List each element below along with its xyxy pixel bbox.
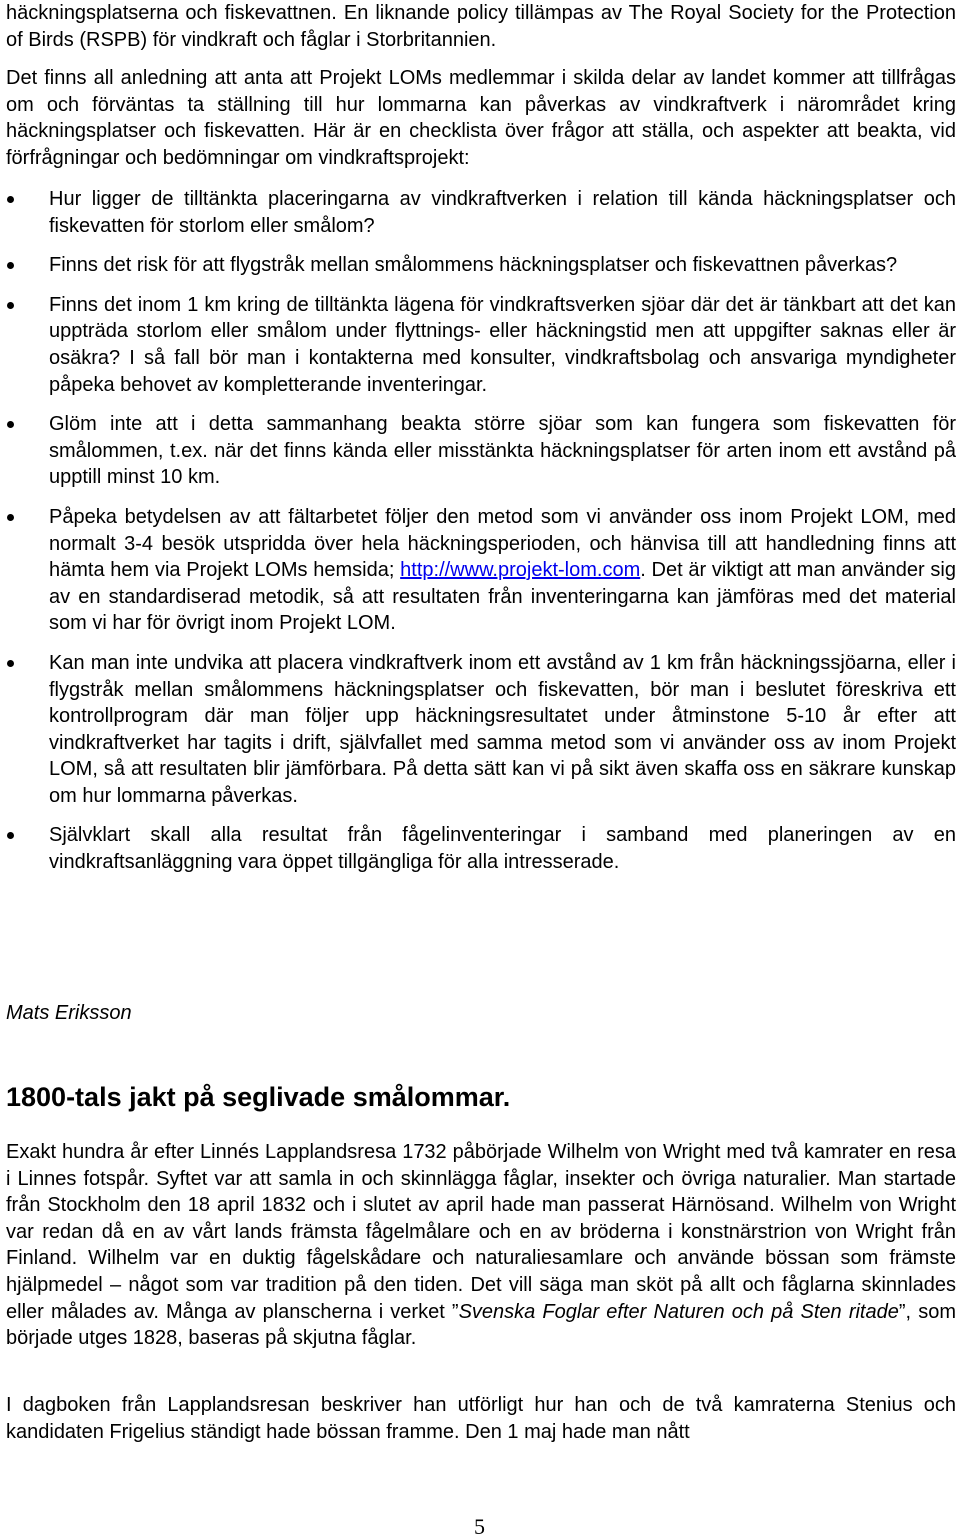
body-paragraph [6,1139,956,1352]
list-item-text: Finns det risk för att flygstråk mellan smålommens häckningsplatser och fiskevattnen påverkas? [49,254,898,277]
list-item [0,650,960,810]
list-item-text: Kan man inte undvika att placera vindkraftverk inom ett avstånd av 1 km från häckningssjöarna, eller i flygstråk mellan smålommens häckningsplatser och fiskevatten, bör man i beslutet föreskriva ett kontrollprogram där man följer upp häckningsresultatet under åtminstone 5-10 år efter att vindkraftverket har tagits i drift, självfallet med samma metod som vi använder oss av inom Projekt LOM, så att resultaten blir jämförbara. På detta sätt kan vi på sikt även skaffa oss en säkrare kunskap om hur lommarna påverkas. [49,651,956,807]
author-signature: Mats Eriksson [6,1002,132,1024]
intro-paragraph: häckningsplatserna och fiskevattnen. En liknande policy tillämpas av The Royal Society for the Protection of Birds (RSPB) för vindkraft och fåglar i Storbritannien. [6,2,956,51]
paragraph-text: ”, som började utges 1828, baseras på skjutna fåglar. [6,1300,957,1350]
bullet-icon [7,514,14,521]
page-number: 5 [474,1514,485,1539]
list-item-text: Finns det inom 1 km kring de tilltänkta lägena för vindkraftsverken sjöar där det är tänkbart att det kan uppträda storlom eller smålom under flyttnings- eller häckningstid men att uppgifter saknas eller är osäkra? I så fall bör man i kontakterna med konsulter, vindkraftsbolag och ansvariga myndigheter påpeka behovet av kompletterande inventeringar. [49,293,956,396]
list-item-text: Glöm inte att i detta sammanhang beakta större sjöar som kan fungera som fiskevatten för smålommen, t.ex. när det finns kända eller misstänkta häckningsplatser för arten inom ett avstånd på upptill minst 10 km. [49,413,956,489]
checklist-intro-paragraph: Det finns all anledning att anta att Projekt LOMs medlemmar i skilda delar av landet kommer att tillfrågas om och förväntas ta ställning till hur lommarna kan påverkas av vindkraftverk i närområdet kring häckningsplatser och fiskevatten. Här är en checklista över frågor att ställa, och aspekter att beakta, vid förfrågningar och bedömningar om vindkraftsprojekt: [6,67,956,169]
list-item [0,411,960,491]
bullet-icon [7,421,14,428]
bullet-icon [7,302,14,309]
bullet-icon [7,196,14,203]
list-item-text: Självklart skall alla resultat från fågelinventeringar i samband med planeringen av en vindkraftsanläggning vara öppet tillgängliga för alla intresserade. [49,824,956,874]
bullet-icon [7,262,14,269]
list-item [0,504,960,637]
book-title: Svenska Foglar efter Naturen och på Sten ritade [458,1300,899,1323]
list-item [0,186,960,239]
paragraph-text: Exakt hundra år efter Linnés Lapplandsresa 1732 påbörjade Wilhelm von Wright med två kamrater en resa i Linnes fotspår. Syftet var att samla in och skinnlägga fåglar, insekter och övriga naturalier. Man startade från Stockholm den 18 april 1832 och i slutet av april hade man passerat Härnösand. Wilhelm von Wright var redan då en av vårt lands främsta fågelmålare och en av bröderna i konstnärstrion von Wright från Finland. Wilhelm var en duktig fågelskådare och naturaliesamlare och använde bössan som främste hjälpmedel – något som var tradition på den tiden. Det vill säga man sköt på allt och fåglarna skinnlades eller målades av. Många av planscherna i verket ” [6,1141,956,1323]
checklist [0,186,960,876]
body-paragraph: I dagboken från Lapplandsresan beskriver han utförligt hur han och de två kamraterna Stenius och kandidaten Frigelius ständigt hade bössan framme. Den 1 maj hade man nått [6,1394,956,1443]
list-item [0,252,960,279]
list-item [0,822,960,875]
bullet-icon [7,832,14,839]
list-item [0,292,960,398]
projekt-lom-website-link[interactable]: http://www.projekt-lom.com [400,559,641,582]
list-item-text: Hur ligger de tilltänkta placeringarna av vindkraftverken i relation till kända häckningsplatser och fiskevatten för storlom eller smålom? [49,188,956,237]
item5-text-end: . Det är viktigt att man använder sig av en standardiserad metodik, så att resultaten från inventeringarna kan jämföras med det material som vi har för övrigt inom Projekt LOM. [49,559,957,635]
bullet-icon [7,660,14,667]
section-heading: 1800-tals jakt på seglivade smålommar. [6,1082,511,1112]
list-item-text [49,504,956,637]
item5-text-start: Påpeka betydelsen av att fältarbetet följer den metod som vi använder oss inom Projekt LOM, med normalt 3-4 besök utspridda över hela häckningsperioden, och hänvisa till att handledning finns att hämta hem via Projekt LOMs hemsida; [49,505,956,582]
